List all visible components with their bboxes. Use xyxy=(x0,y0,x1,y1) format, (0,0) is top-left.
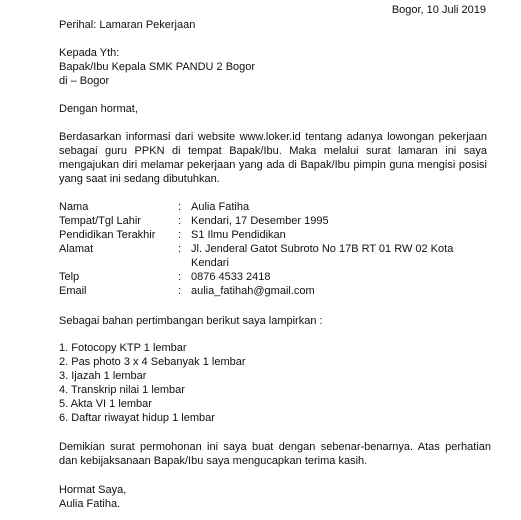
detail-label-address: Alamat xyxy=(59,243,94,255)
detail-value-education: S1 Ilmu Pendidikan xyxy=(191,229,286,241)
detail-value-address: Jl. Jenderal Gatot Subroto No 17B RT 01 RW 02 Kota xyxy=(191,243,454,255)
detail-value-birth: Kendari, 17 Desember 1995 xyxy=(191,215,329,227)
signer-name: Aulia Fatiha. xyxy=(59,498,121,510)
letter-date: Bogor, 10 Juli 2019 xyxy=(391,4,486,16)
detail-label-name: Nama xyxy=(59,201,89,213)
greeting: Dengan hormat, xyxy=(59,103,138,115)
detail-value-address-line2: Kendari xyxy=(191,257,229,269)
closing-paragraph: Demikian surat permohonan ini saya buat dengan sebenar-benarnya. Atas perhatian dan kebijaksanaan Bapak/Ibu saya mengucapkan terima kasih. xyxy=(59,441,491,467)
list-item: 4. Transkrip nilai 1 lembar xyxy=(59,384,185,396)
detail-value-email: aulia_fatihah@gmail.com xyxy=(191,285,315,297)
list-item: 5. Akta VI 1 lembar xyxy=(59,398,152,410)
signoff: Hormat Saya, xyxy=(59,484,127,496)
detail-label-phone: Telp xyxy=(59,271,80,283)
recipient-line-1: Kepada Yth: xyxy=(59,47,120,59)
list-item: 6. Daftar riwayat hidup 1 lembar xyxy=(59,412,215,424)
attachments-intro: Sebagai bahan pertimbangan berikut saya lampirkan : xyxy=(59,315,323,327)
list-item: 1. Fotocopy KTP 1 lembar xyxy=(59,342,187,354)
recipient-line-3: di – Bogor xyxy=(59,75,110,87)
intro-paragraph: Berdasarkan informasi dari website www.loker.id tentang adanya lowongan pekerjaan sebagai guru PPKN di tempat Bapak/Ibu. Maka melalui surat lamaran ini saya mengajukan diri melamar pekerjaan yang ada di Bapak/Ibu pimpin guna mengisi posisi yang saat ini sedang dibutuhkan. xyxy=(59,131,487,185)
subject-line: Perihal: Lamaran Pekerjaan xyxy=(59,19,196,31)
detail-value-phone: 0876 4533 2418 xyxy=(191,271,271,283)
recipient-line-2: Bapak/Ibu Kepala SMK PANDU 2 Bogor xyxy=(59,61,256,73)
detail-label-email: Email xyxy=(59,285,87,297)
detail-colon: : xyxy=(178,201,182,213)
list-item: 2. Pas photo 3 x 4 Sebanyak 1 lembar xyxy=(59,356,246,368)
detail-colon: : xyxy=(178,271,182,283)
detail-value-name: Aulia Fatiha xyxy=(191,201,250,213)
detail-colon: : xyxy=(178,215,182,227)
detail-colon: : xyxy=(178,229,182,241)
detail-colon: : xyxy=(178,285,182,297)
list-item: 3. Ijazah 1 lembar xyxy=(59,370,147,382)
detail-label-education: Pendidikan Terakhir xyxy=(59,229,156,241)
detail-colon: : xyxy=(178,243,182,255)
detail-label-birth: Tempat/Tgl Lahir xyxy=(59,215,141,227)
